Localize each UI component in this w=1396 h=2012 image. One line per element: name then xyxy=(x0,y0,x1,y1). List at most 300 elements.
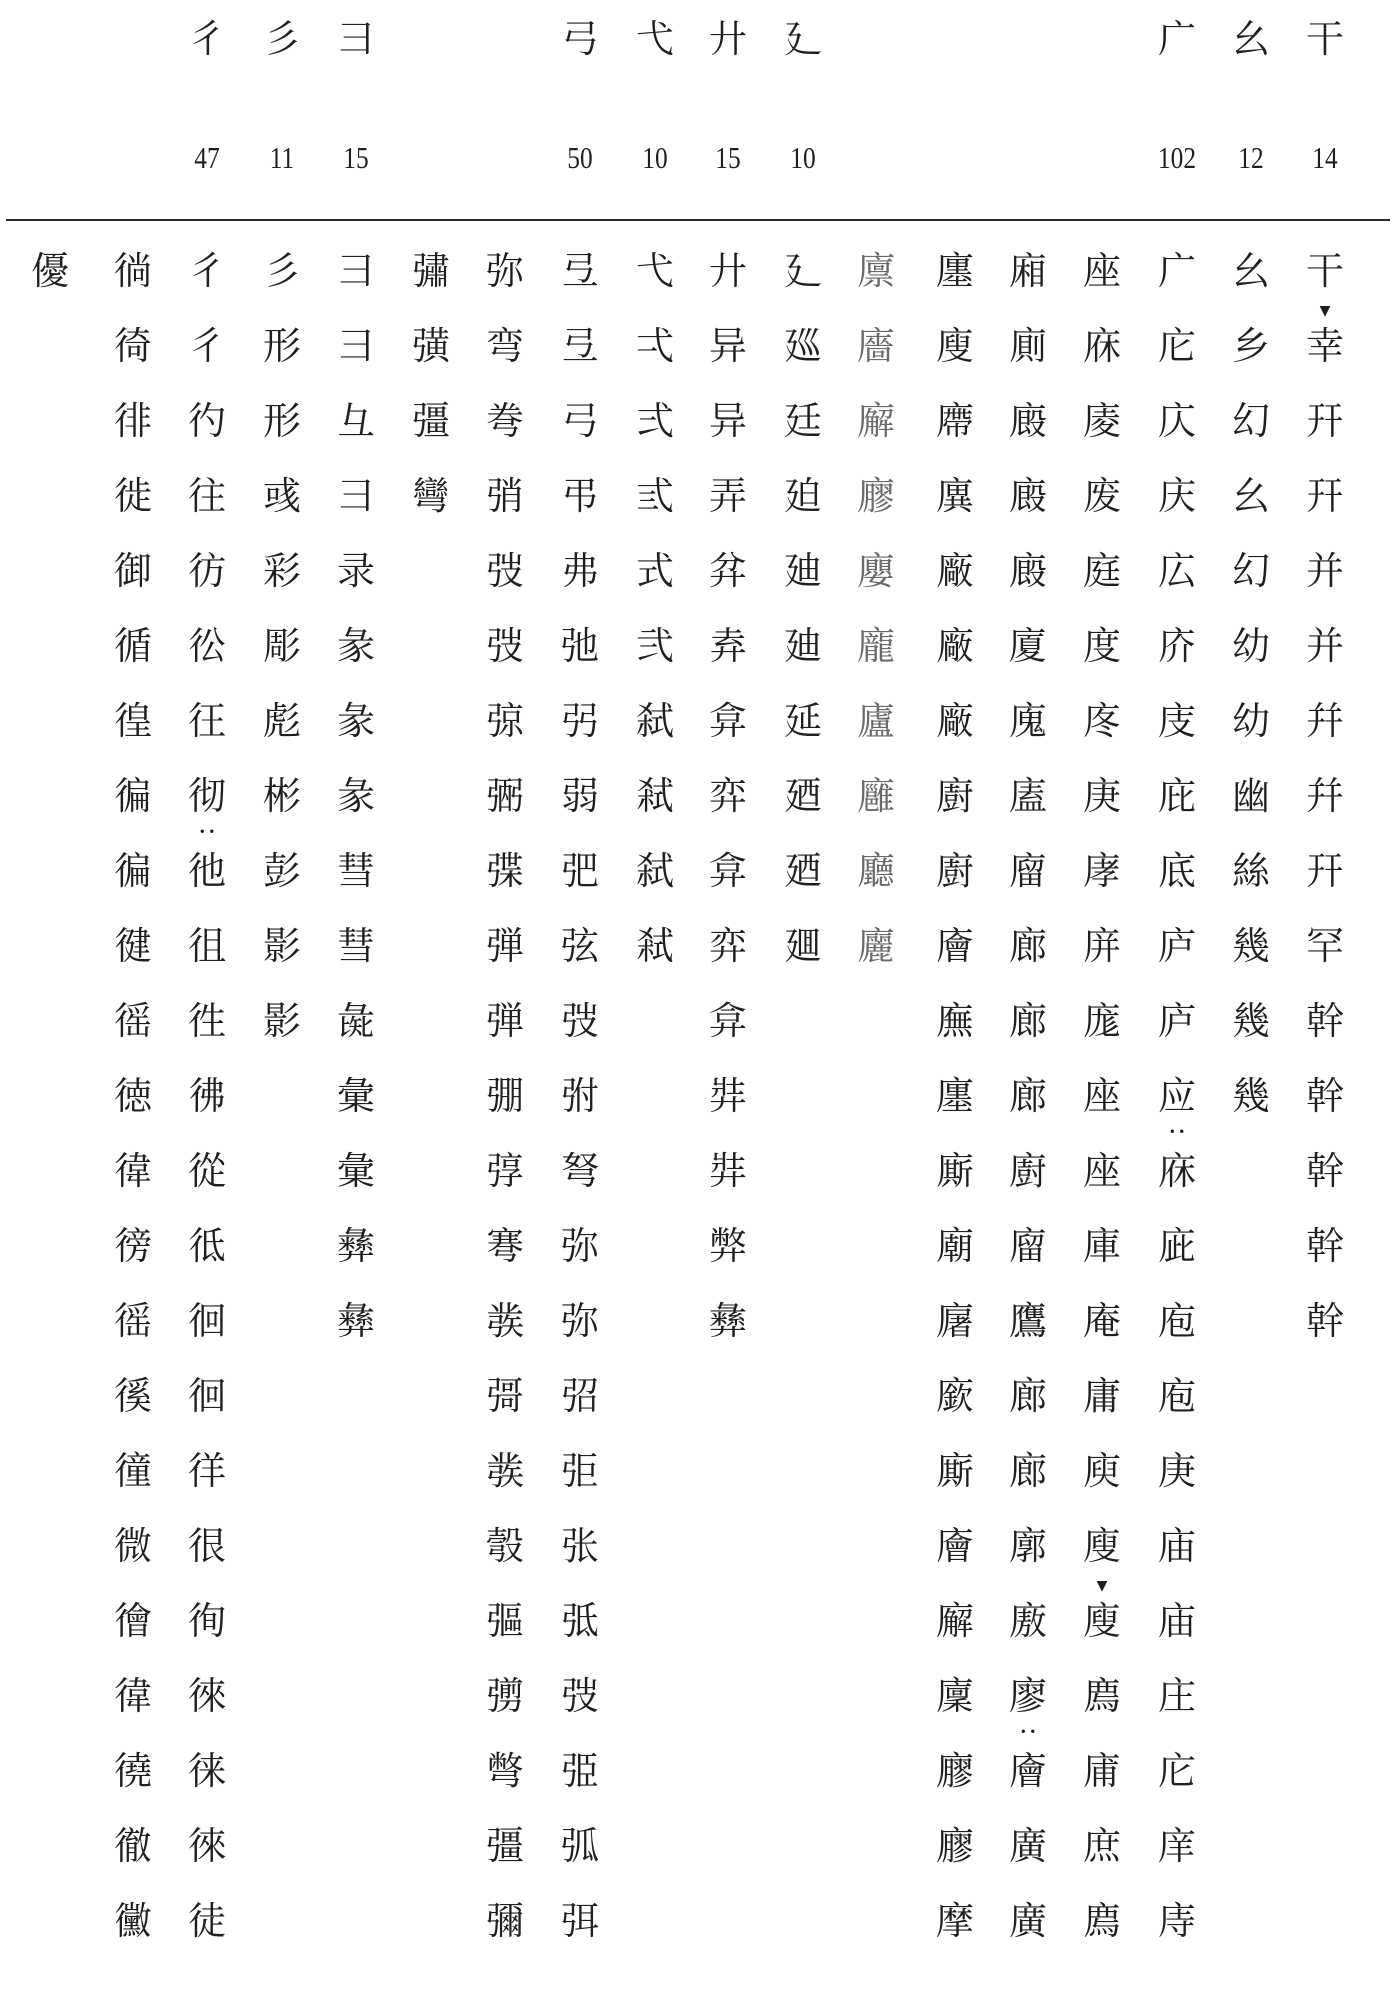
index-character: 弇 xyxy=(708,699,747,743)
radical-heading: 广 xyxy=(1157,17,1196,61)
index-character: 徬 xyxy=(113,1224,152,1268)
index-character: 形 xyxy=(262,324,301,368)
index-character: 徸 xyxy=(113,1449,152,1493)
index-character: 廄 xyxy=(1008,549,1047,593)
index-character: 弐 xyxy=(635,624,674,668)
index-character: 廋 xyxy=(935,324,974,368)
index-character: 弢 xyxy=(560,999,599,1043)
index-character: 彐 xyxy=(336,249,375,293)
index-character: 彀 xyxy=(485,1524,524,1568)
radical-heading: 干 xyxy=(1305,17,1344,61)
radical-stroke-count: 15 xyxy=(343,140,369,175)
index-character: 彷 xyxy=(187,549,226,593)
index-character: 幾 xyxy=(1231,1074,1270,1118)
index-character: 廱 xyxy=(856,774,895,818)
index-character: 罕 xyxy=(1305,924,1344,968)
index-character: 廸 xyxy=(783,549,822,593)
index-character: 廫 xyxy=(856,474,895,518)
index-character: 彂 xyxy=(485,1299,524,1343)
index-character: 廷 xyxy=(783,399,822,443)
index-character: 彬 xyxy=(262,774,301,818)
index-character: 廣 xyxy=(1008,1899,1047,1943)
radical-stroke-count: 10 xyxy=(642,140,668,175)
index-character: 鷹 xyxy=(1008,1299,1047,1343)
index-character: 廊 xyxy=(1008,1074,1047,1118)
index-character: 庶 xyxy=(1082,1824,1121,1868)
index-character: 彉 xyxy=(411,324,450,368)
index-character: 弫 xyxy=(560,1749,599,1793)
index-character: 廗 xyxy=(935,399,974,443)
radical-heading: 幺 xyxy=(1231,17,1270,61)
radical-stroke-count: 47 xyxy=(194,140,220,175)
index-character: 弰 xyxy=(485,474,524,518)
index-character: 幻 xyxy=(1231,549,1270,593)
index-character: 彳 xyxy=(187,324,226,368)
index-character: 弊 xyxy=(708,1224,747,1268)
index-character: 廴 xyxy=(783,249,822,293)
index-character: 幷 xyxy=(1305,774,1344,818)
radical-heading: 弓 xyxy=(560,17,599,61)
index-character: 廓 xyxy=(1008,1524,1047,1568)
index-character: 廚 xyxy=(935,849,974,893)
index-character: 庖 xyxy=(1157,1374,1196,1418)
index-character: 庵 xyxy=(1082,1299,1121,1343)
index-character: 弤 xyxy=(560,1599,599,1643)
index-character: 幵 xyxy=(1305,399,1344,443)
index-character: 從 xyxy=(187,1149,226,1193)
index-character: 庚 xyxy=(1082,774,1121,818)
index-character: 异 xyxy=(708,399,747,443)
index-character: 幹 xyxy=(1305,1299,1344,1343)
index-character: 徻 xyxy=(113,1599,152,1643)
index-character: 幹 xyxy=(1305,1224,1344,1268)
index-character: 廝 xyxy=(935,1449,974,1493)
index-character: 彊 xyxy=(485,1824,524,1868)
index-character: • • 庥 xyxy=(1147,1147,1207,1195)
index-character: 弥 xyxy=(485,249,524,293)
index-character: 廌 xyxy=(1082,1674,1121,1718)
index-character: 龐 xyxy=(856,624,895,668)
index-character: 幵 xyxy=(1305,849,1344,893)
index-character: 徊 xyxy=(187,1299,226,1343)
index-character: 幼 xyxy=(1231,699,1270,743)
index-character: 徒 xyxy=(187,1899,226,1943)
index-character: 徧 xyxy=(113,849,152,893)
index-character: 弋 xyxy=(635,249,674,293)
header-divider xyxy=(6,219,1390,221)
index-character: 徂 xyxy=(187,924,226,968)
index-character: 座 xyxy=(1082,249,1121,293)
index-character: 徇 xyxy=(187,1599,226,1643)
index-character: 庬 xyxy=(1082,999,1121,1043)
index-character: 庀 xyxy=(1157,324,1196,368)
index-character: 彐 xyxy=(336,474,375,518)
index-character: 弜 xyxy=(560,699,599,743)
index-character: 彫 xyxy=(262,624,301,668)
index-character: 彗 xyxy=(336,849,375,893)
index-character: 彖 xyxy=(336,699,375,743)
index-character: 廊 xyxy=(1008,999,1047,1043)
index-character: 廄 xyxy=(1008,474,1047,518)
index-character: 徭 xyxy=(113,1299,152,1343)
index-character: 彎 xyxy=(411,474,450,518)
index-character: 弈 xyxy=(708,924,747,968)
index-character: 幷 xyxy=(1305,699,1344,743)
index-character: 彌 xyxy=(485,1899,524,1943)
index-character: 廛 xyxy=(935,249,974,293)
index-character: 很 xyxy=(187,1524,226,1568)
index-character: 座 xyxy=(1082,1149,1121,1193)
index-character: 廚 xyxy=(1008,1149,1047,1193)
index-character: 庙 xyxy=(1157,1599,1196,1643)
index-character: 弖 xyxy=(560,324,599,368)
index-character: 庸 xyxy=(1082,1374,1121,1418)
index-character: 弇 xyxy=(708,999,747,1043)
index-character: 幾 xyxy=(1231,924,1270,968)
index-character: 摩 xyxy=(935,1899,974,1943)
index-character: 形 xyxy=(262,399,301,443)
index-character: 弖 xyxy=(560,249,599,293)
index-character: 廼 xyxy=(783,774,822,818)
index-character: 廫 xyxy=(935,1749,974,1793)
index-character: 廙 xyxy=(935,474,974,518)
index-character: 弻 xyxy=(485,774,524,818)
radical-heading: 彡 xyxy=(262,17,301,61)
index-character: 弾 xyxy=(485,999,524,1043)
index-character: 庎 xyxy=(1157,624,1196,668)
index-character: 彁 xyxy=(485,1374,524,1418)
index-character: • • 彵 xyxy=(177,847,237,895)
index-character: 廛 xyxy=(935,1074,974,1118)
index-character: 徘 xyxy=(113,399,152,443)
index-character: 庨 xyxy=(1082,849,1121,893)
index-character: 弥 xyxy=(560,1299,599,1343)
index-character: 幹 xyxy=(1305,1074,1344,1118)
index-character: 干 xyxy=(1305,249,1344,293)
index-character: 庠 xyxy=(1157,1824,1196,1868)
index-character: ▼ 廋 xyxy=(1072,1597,1132,1645)
index-character: 徠 xyxy=(187,1674,226,1718)
index-character: 彘 xyxy=(336,999,375,1043)
index-character: 黴 xyxy=(113,1899,152,1943)
index-character: 弣 xyxy=(560,1074,599,1118)
index-character: 庄 xyxy=(1157,1674,1196,1718)
index-character: 弦 xyxy=(560,924,599,968)
index-character: 廲 xyxy=(856,924,895,968)
index-character: 庰 xyxy=(1082,924,1121,968)
index-character: 庥 xyxy=(1082,324,1121,368)
index-character: 廝 xyxy=(935,1149,974,1193)
index-character: 乡 xyxy=(1231,324,1270,368)
index-character: 并 xyxy=(1305,624,1344,668)
index-character: 幼 xyxy=(1231,624,1270,668)
index-character: 廇 xyxy=(1008,1224,1047,1268)
index-character: 廥 xyxy=(935,1524,974,1568)
index-character: 彝 xyxy=(336,1299,375,1343)
index-character: 徹 xyxy=(113,1824,152,1868)
index-character: 弴 xyxy=(485,1149,524,1193)
index-character: 御 xyxy=(113,549,152,593)
index-character: 廜 xyxy=(935,1299,974,1343)
index-character: 彖 xyxy=(336,624,375,668)
index-character: 弓 xyxy=(560,399,599,443)
index-character: 幾 xyxy=(1231,999,1270,1043)
index-character: 徭 xyxy=(113,999,152,1043)
index-character: 庱 xyxy=(1082,399,1121,443)
index-character: 徛 xyxy=(113,324,152,368)
index-character: 彡 xyxy=(262,249,301,293)
index-character: 彺 xyxy=(187,699,226,743)
index-character: 広 xyxy=(1157,549,1196,593)
index-character: 廅 xyxy=(1008,774,1047,818)
index-character: 彻 xyxy=(187,774,226,818)
radical-stroke-count: 102 xyxy=(1157,140,1197,175)
index-character: 徉 xyxy=(187,1449,226,1493)
index-character: 廠 xyxy=(935,624,974,668)
index-character: 彳 xyxy=(187,249,226,293)
index-character: 弱 xyxy=(560,774,599,818)
index-character: 庝 xyxy=(1082,699,1121,743)
index-character: 弔 xyxy=(560,474,599,518)
index-character: 张 xyxy=(560,1524,599,1568)
index-character: 录 xyxy=(336,549,375,593)
radical-stroke-count: 11 xyxy=(269,140,295,175)
radical-heading: 廴 xyxy=(783,17,822,61)
index-character: 弄 xyxy=(708,474,747,518)
index-character: 徳 xyxy=(113,1074,152,1118)
index-character: 徨 xyxy=(113,699,152,743)
index-character: 絲 xyxy=(1231,849,1270,893)
index-character: 廊 xyxy=(1008,924,1047,968)
index-character: 徯 xyxy=(113,1374,152,1418)
index-character: 廥 xyxy=(935,924,974,968)
index-character: 幺 xyxy=(1231,474,1270,518)
index-character: 廁 xyxy=(1008,324,1047,368)
index-character: 式 xyxy=(635,549,674,593)
index-character: 彭 xyxy=(262,849,301,893)
index-character: 庾 xyxy=(1082,1449,1121,1493)
index-character: 優 xyxy=(30,249,69,293)
radical-heading: 彳 xyxy=(187,17,226,61)
index-character: 彐 xyxy=(336,324,375,368)
index-character: 异 xyxy=(708,324,747,368)
index-character: 庂 xyxy=(1157,399,1196,443)
index-character: 弍 xyxy=(635,399,674,443)
index-character: 弉 xyxy=(708,1074,747,1118)
index-character: 往 xyxy=(187,474,226,518)
index-character: 彆 xyxy=(485,1749,524,1793)
radical-heading: 廾 xyxy=(708,17,747,61)
index-character: 幺 xyxy=(1231,249,1270,293)
index-character: 弇 xyxy=(708,849,747,893)
index-character: 弅 xyxy=(708,549,747,593)
index-character: 弭 xyxy=(560,1899,599,1943)
index-character: 幹 xyxy=(1305,999,1344,1043)
index-character: 彧 xyxy=(262,474,301,518)
index-character: 弥 xyxy=(560,1224,599,1268)
index-character: 廾 xyxy=(708,249,747,293)
index-character: 庋 xyxy=(1157,699,1196,743)
index-character: 徙 xyxy=(113,474,152,518)
index-character: 彽 xyxy=(187,1224,226,1268)
index-character: 廊 xyxy=(1008,1374,1047,1418)
index-character: 庛 xyxy=(1157,1224,1196,1268)
index-character: 彙 xyxy=(336,1074,375,1118)
index-character: 弢 xyxy=(485,624,524,668)
index-character: 庖 xyxy=(1157,1299,1196,1343)
index-character: 弒 xyxy=(635,774,674,818)
index-character: 幹 xyxy=(1305,1149,1344,1193)
index-character: 度 xyxy=(1082,624,1121,668)
index-character: 广 xyxy=(1157,249,1196,293)
index-character: 庙 xyxy=(1157,1524,1196,1568)
index-character: 廆 xyxy=(1008,699,1047,743)
index-character: 廫 xyxy=(935,1824,974,1868)
index-character: 廒 xyxy=(1008,1599,1047,1643)
index-character: 并 xyxy=(1305,549,1344,593)
index-character: ▼ 幸 xyxy=(1295,322,1355,370)
index-character: 廟 xyxy=(935,1224,974,1268)
index-character: 徤 xyxy=(113,924,152,968)
index-character: 廧 xyxy=(856,324,895,368)
index-character: 弝 xyxy=(560,849,599,893)
index-character: 廵 xyxy=(783,324,822,368)
index-character: 廌 xyxy=(1082,1899,1121,1943)
index-character: 彪 xyxy=(262,699,301,743)
index-character: 弑 xyxy=(635,699,674,743)
index-character: 彝 xyxy=(336,1224,375,1268)
index-character: 弽 xyxy=(485,849,524,893)
index-character: 彂 xyxy=(485,1449,524,1493)
index-character: 廸 xyxy=(783,624,822,668)
index-character: 徊 xyxy=(187,1374,226,1418)
index-character: 弿 xyxy=(485,1224,524,1268)
index-character: 彇 xyxy=(411,249,450,293)
index-character: 徕 xyxy=(187,1749,226,1793)
index-character: 廚 xyxy=(935,774,974,818)
index-character: 庀 xyxy=(1157,1749,1196,1793)
index-character: 庐 xyxy=(1157,999,1196,1043)
index-character: 廡 xyxy=(935,999,974,1043)
index-character: 微 xyxy=(113,1524,152,1568)
index-character: 弎 xyxy=(635,474,674,518)
index-character: 廩 xyxy=(935,1674,974,1718)
index-character: 弉 xyxy=(708,1149,747,1193)
index-character: 弗 xyxy=(560,549,599,593)
index-character: 彙 xyxy=(336,1149,375,1193)
index-character: 彊 xyxy=(411,399,450,443)
radical-stroke-count: 12 xyxy=(1238,140,1264,175)
index-character: 庇 xyxy=(1157,774,1196,818)
index-character: 徫 xyxy=(113,1149,152,1193)
index-character: 座 xyxy=(1082,1074,1121,1118)
index-character: 弑 xyxy=(635,849,674,893)
index-character: 弮 xyxy=(485,399,524,443)
index-character: 庯 xyxy=(1082,1749,1121,1793)
index-character: 彴 xyxy=(187,399,226,443)
index-character: 弧 xyxy=(560,1824,599,1868)
index-character: 彗 xyxy=(336,924,375,968)
index-character: 弸 xyxy=(485,1074,524,1118)
index-character: 弡 xyxy=(560,1449,599,1493)
index-character: 彝 xyxy=(708,1299,747,1343)
index-character: 廄 xyxy=(1008,399,1047,443)
index-character: 幽 xyxy=(1231,774,1270,818)
index-character: 弒 xyxy=(635,924,674,968)
index-character: 廽 xyxy=(783,924,822,968)
index-character: 廇 xyxy=(1008,849,1047,893)
index-character: 彩 xyxy=(262,549,301,593)
radical-heading: 彐 xyxy=(336,17,375,61)
index-character: 弌 xyxy=(635,324,674,368)
index-character: 彄 xyxy=(485,1599,524,1643)
index-character: 徫 xyxy=(113,1674,152,1718)
index-character: 廮 xyxy=(856,549,895,593)
index-character: 弈 xyxy=(708,774,747,818)
radical-stroke-count: 15 xyxy=(715,140,741,175)
index-character: • • 廥 xyxy=(998,1747,1058,1795)
index-character: 废 xyxy=(1082,474,1121,518)
index-character: 弩 xyxy=(560,1149,599,1193)
index-character: 廞 xyxy=(935,1374,974,1418)
index-character: 弨 xyxy=(560,1374,599,1418)
index-character: 徧 xyxy=(113,774,152,818)
index-character: 弢 xyxy=(485,549,524,593)
index-character: 底 xyxy=(1157,849,1196,893)
index-character: 徺 xyxy=(113,1749,152,1793)
index-character: 弯 xyxy=(485,324,524,368)
index-character: 庫 xyxy=(1082,1224,1121,1268)
index-character: 徜 xyxy=(113,249,152,293)
index-character: 廳 xyxy=(856,849,895,893)
index-character: 庆 xyxy=(1157,474,1196,518)
index-character: 廣 xyxy=(1008,1824,1047,1868)
index-character: 廨 xyxy=(935,1599,974,1643)
index-character: 延 xyxy=(783,699,822,743)
index-character: 廊 xyxy=(1008,1449,1047,1493)
index-character: 徠 xyxy=(187,1824,226,1868)
index-character: 彑 xyxy=(336,399,375,443)
index-character: 幻 xyxy=(1231,399,1270,443)
index-character: 弶 xyxy=(485,699,524,743)
index-character: 徃 xyxy=(187,999,226,1043)
index-character: 弛 xyxy=(560,624,599,668)
index-character: 廨 xyxy=(856,399,895,443)
index-character: 幵 xyxy=(1305,474,1344,518)
index-character: 廋 xyxy=(1082,1524,1121,1568)
index-character: 廖 xyxy=(1008,1674,1047,1718)
index-character: 廪 xyxy=(856,249,895,293)
index-character: 彅 xyxy=(485,1674,524,1718)
index-character: 廂 xyxy=(1008,249,1047,293)
index-character: 廠 xyxy=(935,549,974,593)
radical-stroke-count: 10 xyxy=(790,140,816,175)
index-character: 弆 xyxy=(708,624,747,668)
index-character: 彸 xyxy=(187,624,226,668)
index-character: 庤 xyxy=(1157,1899,1196,1943)
index-character: 庚 xyxy=(1157,1449,1196,1493)
index-character: 弾 xyxy=(485,924,524,968)
index-character: 廬 xyxy=(856,699,895,743)
index-character: 影 xyxy=(262,999,301,1043)
index-character: 弢 xyxy=(560,1674,599,1718)
index-character: 廠 xyxy=(935,699,974,743)
radical-heading: 弋 xyxy=(635,17,674,61)
index-character: 廼 xyxy=(783,849,822,893)
index-character: 循 xyxy=(113,624,152,668)
index-character: 廈 xyxy=(1008,624,1047,668)
radical-stroke-count: 14 xyxy=(1312,140,1338,175)
